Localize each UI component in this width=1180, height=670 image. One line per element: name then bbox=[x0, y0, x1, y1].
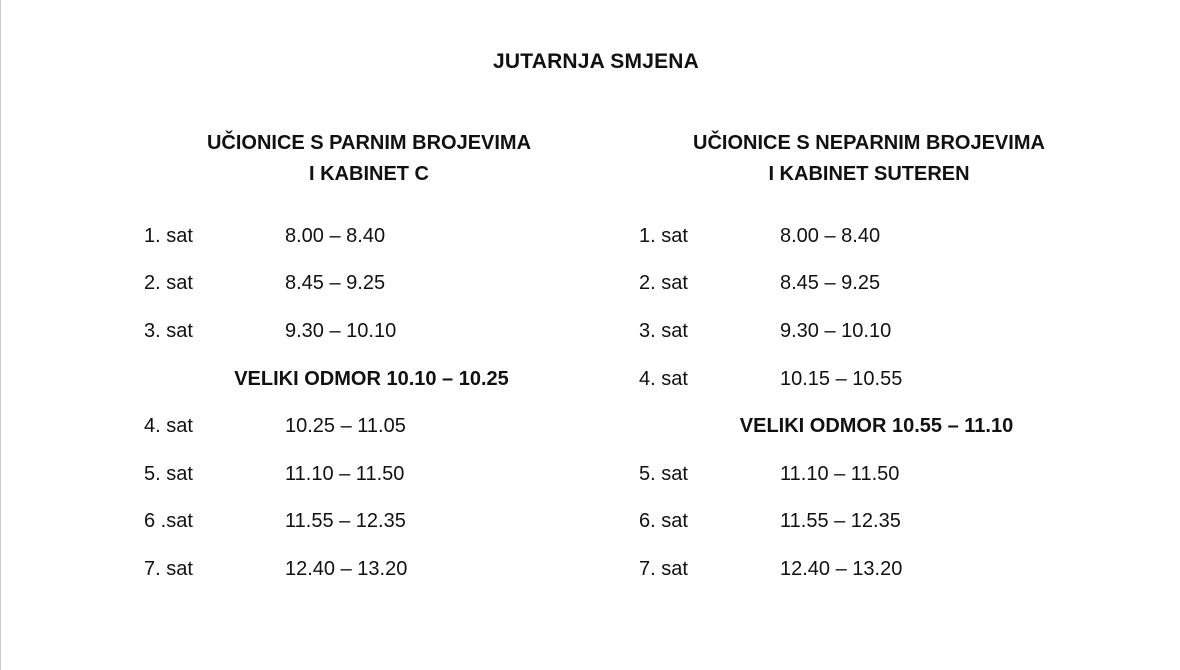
period-label: 3. sat bbox=[639, 320, 688, 342]
period-time: 12.40 – 13.20 bbox=[780, 558, 903, 580]
period-label: 1. sat bbox=[144, 225, 193, 247]
period-time: 8.00 – 8.40 bbox=[285, 225, 386, 247]
period-time: 12.40 – 13.20 bbox=[285, 558, 408, 580]
period-time: 8.00 – 8.40 bbox=[780, 225, 881, 247]
period-label: 3. sat bbox=[144, 320, 193, 342]
period-time: 11.55 – 12.35 bbox=[780, 510, 901, 532]
period-label: 5. sat bbox=[144, 463, 193, 485]
period-label: 5. sat bbox=[639, 463, 688, 485]
period-time: 9.30 – 10.10 bbox=[780, 320, 892, 342]
period-time: 11.10 – 11.50 bbox=[780, 463, 900, 485]
heading-line-1: UČIONICE S PARNIM BROJEVIMA bbox=[206, 132, 532, 154]
heading-line-1: UČIONICE S NEPARNIM BROJEVIMA bbox=[693, 132, 1045, 154]
period-label: 4. sat bbox=[144, 415, 193, 437]
period-time: 10.15 – 10.55 bbox=[780, 368, 903, 390]
period-label: 6. sat bbox=[639, 510, 688, 532]
period-label: 6 .sat bbox=[144, 510, 193, 532]
period-time: 9.30 – 10.10 bbox=[285, 320, 397, 342]
period-time: 8.45 – 9.25 bbox=[780, 272, 881, 294]
heading-line-2: I KABINET SUTEREN bbox=[768, 163, 970, 185]
period-label: 7. sat bbox=[144, 558, 193, 580]
heading-line-2: I KABINET C bbox=[309, 163, 429, 185]
page-title: JUTARNJA SMJENA bbox=[492, 50, 700, 73]
period-label: 2. sat bbox=[639, 272, 688, 294]
period-time: 8.45 – 9.25 bbox=[285, 272, 386, 294]
period-time: 10.25 – 11.05 bbox=[285, 415, 406, 437]
period-time: 11.55 – 12.35 bbox=[285, 510, 406, 532]
big-break-row: VELIKI ODMOR 10.55 – 11.10 bbox=[739, 415, 1014, 437]
big-break-row: VELIKI ODMOR 10.10 – 10.25 bbox=[234, 368, 509, 390]
period-label: 4. sat bbox=[639, 368, 688, 390]
period-label: 7. sat bbox=[639, 558, 688, 580]
period-label: 2. sat bbox=[144, 272, 193, 294]
period-time: 11.10 – 11.50 bbox=[285, 463, 405, 485]
column-heading-odd bbox=[659, 128, 1079, 190]
period-label: 1. sat bbox=[639, 225, 688, 247]
column-heading-even bbox=[184, 128, 554, 190]
